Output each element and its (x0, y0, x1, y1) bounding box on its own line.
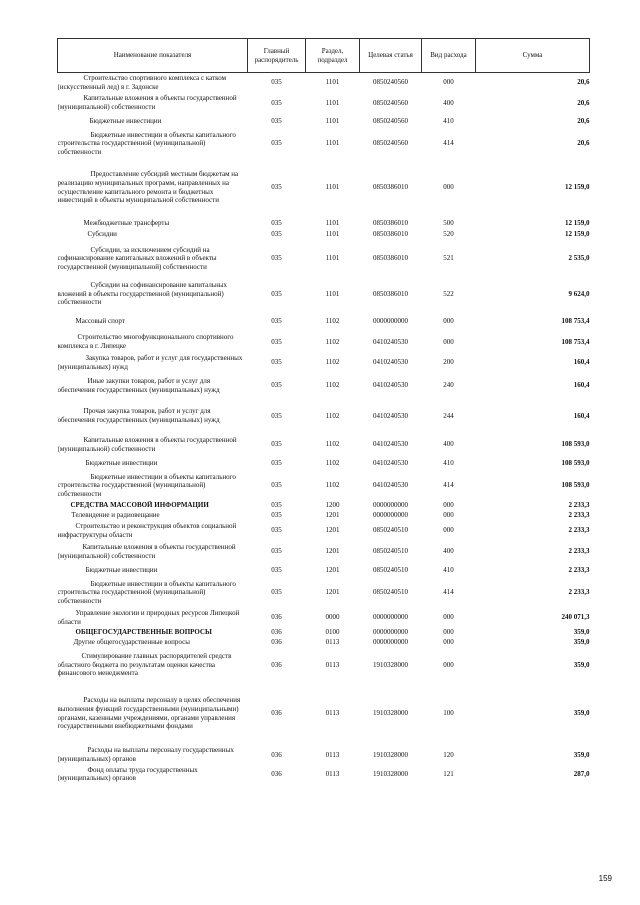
row-section: 1101 (325, 254, 340, 263)
row-chief-administrator: 035 (271, 381, 282, 390)
row-sum: 160,4 (573, 358, 590, 367)
row-sum: 108 593,0 (561, 481, 590, 490)
row-chief-administrator: 035 (271, 440, 282, 449)
row-chief-administrator: 035 (271, 481, 282, 490)
row-expense-type: 414 (443, 588, 454, 597)
row-expense-type: 200 (443, 358, 454, 367)
row-target-item: 0850240560 (373, 78, 408, 87)
row-target-item: 1910328000 (373, 660, 408, 669)
row-expense-type: 000 (443, 628, 454, 637)
row-expense-type: 400 (443, 98, 454, 107)
row-target-item: 0850240510 (373, 565, 408, 574)
row-chief-administrator: 036 (271, 660, 282, 669)
table-row (58, 638, 590, 648)
table-row (58, 311, 590, 332)
row-section: 1101 (325, 289, 340, 298)
row-chief-administrator: 035 (271, 565, 282, 574)
row-sum: 2 535,0 (568, 254, 590, 263)
table-row (58, 217, 590, 230)
row-expense-type: 520 (443, 230, 454, 239)
row-name: Закупка товаров, работ и услуг для государственных (муниципальных) нужд (57, 353, 243, 371)
row-target-item: 0000000000 (373, 613, 408, 622)
row-expense-type: 000 (443, 337, 454, 346)
table-row (58, 93, 590, 114)
row-section: 1102 (325, 358, 340, 367)
table-row (58, 608, 590, 628)
row-target-item: 1910328000 (373, 750, 408, 759)
row-target-item: 0000000000 (373, 501, 408, 510)
row-sum: 2 233,3 (568, 565, 590, 574)
table-row (58, 373, 590, 399)
row-name: Фонд оплаты труда государственных (муниципальных) органов (57, 765, 198, 783)
row-chief-administrator: 035 (271, 316, 282, 325)
row-section: 1201 (325, 588, 340, 597)
table-row (58, 648, 590, 683)
row-name: Капитальные вложения в объекты государственной (муниципальной) собственности (57, 542, 236, 560)
row-expense-type: 414 (443, 481, 454, 490)
row-chief-administrator: 035 (271, 98, 282, 107)
table-header-row (58, 39, 590, 73)
row-target-item: 0850386010 (373, 289, 408, 298)
row-section: 1201 (325, 565, 340, 574)
row-name: СРЕДСТВА МАССОВОЙ ИНФОРМАЦИИ (70, 501, 209, 510)
row-sum: 108 753,4 (561, 337, 590, 346)
table-row (58, 129, 590, 159)
header-sum: Сумма (476, 39, 590, 73)
row-name: Управление экологии и природных ресурсов Липецкой области (57, 608, 240, 626)
row-name: ОБЩЕГОСУДАРСТВЕННЫЕ ВОПРОСЫ (75, 628, 212, 637)
row-sum: 359,0 (573, 628, 590, 637)
row-section: 0000 (325, 613, 340, 622)
row-sum: 9 624,0 (568, 289, 590, 298)
table-row (58, 73, 590, 93)
row-sum: 359,0 (573, 709, 590, 718)
row-name: Массовый спорт (75, 316, 125, 325)
row-sum: 108 593,0 (561, 458, 590, 467)
row-name: Субсидии, за исключением субсидий на софинансирование капитальных вложений в объекты государственной (муниципальной) собственности (57, 245, 217, 271)
row-sum: 2 233,3 (568, 588, 590, 597)
row-name: Предоставление субсидий местным бюджетам на реализацию муниципальных программ, направленных на осуществление капитального ремонта и бюджетных инвестиций в объекты муниципальной собственности (57, 170, 239, 205)
row-chief-administrator: 035 (271, 511, 282, 520)
row-expense-type: 000 (443, 638, 454, 647)
row-section: 0113 (325, 769, 340, 778)
row-section: 1102 (325, 316, 340, 325)
row-target-item: 0850240560 (373, 98, 408, 107)
row-name: Строительство многофункционального спортивного комплекса в г. Липецке (57, 333, 234, 350)
row-section: 1102 (325, 481, 340, 490)
row-name: Субсидии на софинансирование капитальных вложений в объекты государственной (муниципальной) собственности (57, 281, 227, 307)
row-target-item: 0410240530 (373, 358, 408, 367)
row-target-item: 0850386010 (373, 218, 408, 227)
row-sum: 20,6 (577, 116, 590, 125)
row-name: Бюджетные инвестиции в объекты капитального строительства государственной (муниципальной) собственности (57, 130, 236, 156)
row-sum: 20,6 (577, 139, 590, 148)
row-chief-administrator: 036 (271, 628, 282, 637)
table-row (58, 563, 590, 578)
row-section: 1201 (325, 526, 340, 535)
row-expense-type: 410 (443, 458, 454, 467)
table-row (58, 471, 590, 501)
row-target-item: 0850240560 (373, 139, 408, 148)
row-expense-type: 410 (443, 565, 454, 574)
row-expense-type: 100 (443, 709, 454, 718)
row-section: 1101 (325, 230, 340, 239)
table-row (58, 541, 590, 563)
row-chief-administrator: 036 (271, 613, 282, 622)
table-row (58, 745, 590, 766)
row-expense-type: 244 (443, 411, 454, 420)
row-target-item: 0850240560 (373, 116, 408, 125)
row-chief-administrator: 035 (271, 116, 282, 125)
row-sum: 287,0 (573, 769, 590, 778)
row-sum: 359,0 (573, 638, 590, 647)
row-sum: 20,6 (577, 78, 590, 87)
row-sum: 160,4 (573, 411, 590, 420)
row-name: Другие общегосударственные вопросы (73, 638, 190, 647)
row-expense-type: 000 (443, 613, 454, 622)
row-expense-type: 000 (443, 526, 454, 535)
row-name: Субсидии (87, 230, 117, 239)
row-name: Капитальные вложения в объекты государственной (муниципальной) собственности (57, 94, 237, 111)
row-expense-type: 000 (443, 316, 454, 325)
row-target-item: 0410240530 (373, 458, 408, 467)
row-section: 1102 (325, 411, 340, 420)
row-sum: 359,0 (573, 660, 590, 669)
row-expense-type: 521 (443, 254, 454, 263)
row-target-item: 1910328000 (373, 769, 408, 778)
row-name: Стимулирование главных распорядителей средств областного бюджета по результатам оценки качества финансового менеджмента (57, 652, 232, 678)
row-chief-administrator: 035 (271, 78, 282, 87)
row-section: 1102 (325, 458, 340, 467)
row-target-item: 0000000000 (373, 316, 408, 325)
table-row (58, 278, 590, 311)
row-target-item: 1910328000 (373, 709, 408, 718)
row-expense-type: 240 (443, 381, 454, 390)
row-chief-administrator: 035 (271, 501, 282, 510)
row-section: 1102 (325, 337, 340, 346)
row-chief-administrator: 036 (271, 638, 282, 647)
row-target-item: 0410240530 (373, 381, 408, 390)
row-section: 1201 (325, 547, 340, 556)
row-name: Строительство и реконструкция объектов социальной инфраструктуры области (57, 521, 237, 539)
row-chief-administrator: 035 (271, 411, 282, 420)
row-name: Межбюджетные трансферты (83, 218, 170, 227)
row-target-item: 0850386010 (373, 183, 408, 192)
row-chief-administrator: 035 (271, 458, 282, 467)
table-row (58, 683, 590, 745)
row-target-item: 0850386010 (373, 230, 408, 239)
row-sum: 240 071,3 (561, 613, 590, 622)
row-sum: 12 159,0 (565, 230, 590, 239)
row-expense-type: 120 (443, 750, 454, 759)
row-name: Строительство спортивного комплекса с катком (искусственный лед) в г. Задонске (57, 74, 226, 91)
table-row (58, 230, 590, 240)
row-expense-type: 000 (443, 78, 454, 87)
row-chief-administrator: 035 (271, 218, 282, 227)
row-section: 1102 (325, 440, 340, 449)
row-chief-administrator: 035 (271, 183, 282, 192)
table-row (58, 399, 590, 434)
header-section: Раздел, подраздел (306, 39, 360, 73)
row-target-item: 0410240530 (373, 481, 408, 490)
row-expense-type: 000 (443, 501, 454, 510)
row-name: Бюджетные инвестиции (85, 458, 158, 467)
row-section: 1101 (325, 183, 340, 192)
row-expense-type: 522 (443, 289, 454, 298)
row-expense-type: 121 (443, 769, 454, 778)
table-row (58, 353, 590, 373)
row-name: Телевидение и радиовещание (71, 511, 160, 520)
row-expense-type: 500 (443, 218, 454, 227)
row-chief-administrator: 036 (271, 769, 282, 778)
row-name: Прочая закупка товаров, работ и услуг для обеспечения государственных (муниципальных) нужд (57, 407, 220, 424)
row-sum: 2 233,3 (568, 501, 590, 510)
row-chief-administrator: 035 (271, 588, 282, 597)
row-chief-administrator: 035 (271, 358, 282, 367)
row-target-item: 0000000000 (373, 628, 408, 637)
row-sum: 12 159,0 (565, 183, 590, 192)
row-sum: 2 233,3 (568, 511, 590, 520)
row-target-item: 0410240530 (373, 440, 408, 449)
table-row (58, 332, 590, 353)
table-row (58, 501, 590, 511)
row-section: 0100 (325, 628, 340, 637)
table-row (58, 114, 590, 129)
row-name: Расходы на выплаты персоналу государственных (муниципальных) органов (57, 746, 234, 763)
row-name: Иные закупки товаров, работ и услуг для обеспечения государственных (муниципальных) нужд (57, 376, 220, 394)
row-section: 1101 (325, 78, 340, 87)
row-section: 1101 (325, 139, 340, 148)
row-chief-administrator: 036 (271, 709, 282, 718)
header-expense-type: Вид расхода (422, 39, 476, 73)
row-chief-administrator: 035 (271, 289, 282, 298)
row-sum: 2 233,3 (568, 526, 590, 535)
table-row (58, 766, 590, 783)
row-target-item: 0000000000 (373, 511, 408, 520)
header-chief-administrator: Главный распорядитель (248, 39, 306, 73)
row-chief-administrator: 035 (271, 230, 282, 239)
row-section: 1101 (325, 116, 340, 125)
row-expense-type: 410 (443, 116, 454, 125)
row-expense-type: 000 (443, 511, 454, 520)
header-target-item: Целевая статья (360, 39, 422, 73)
row-expense-type: 000 (443, 660, 454, 669)
table-row (58, 240, 590, 278)
row-target-item: 0850386010 (373, 254, 408, 263)
row-target-item: 0850240510 (373, 588, 408, 597)
row-chief-administrator: 035 (271, 526, 282, 535)
row-chief-administrator: 035 (271, 547, 282, 556)
row-section: 0113 (325, 638, 340, 647)
row-sum: 359,0 (573, 750, 590, 759)
budget-table (57, 38, 590, 783)
row-chief-administrator: 035 (271, 254, 282, 263)
row-expense-type: 400 (443, 440, 454, 449)
row-sum: 160,4 (573, 381, 590, 390)
row-name: Бюджетные инвестиции в объекты капитального строительства государственной (муниципальной) собственности (57, 579, 236, 605)
row-sum: 108 593,0 (561, 440, 590, 449)
table-row (58, 628, 590, 638)
row-name: Бюджетные инвестиции в объекты капитального строительства государственной (муниципальной) собственности (57, 472, 236, 498)
page-number: 159 (598, 874, 612, 883)
row-target-item: 0410240530 (373, 411, 408, 420)
row-sum: 108 753,4 (561, 316, 590, 325)
header-name: Наименование показателя (58, 39, 248, 73)
row-target-item: 0850240510 (373, 547, 408, 556)
row-chief-administrator: 036 (271, 750, 282, 759)
table-row (58, 434, 590, 456)
row-sum: 12 159,0 (565, 218, 590, 227)
row-expense-type: 000 (443, 183, 454, 192)
row-target-item: 0410240530 (373, 337, 408, 346)
table-row (58, 456, 590, 471)
row-section: 1101 (325, 98, 340, 107)
row-section: 0113 (325, 709, 340, 718)
row-expense-type: 414 (443, 139, 454, 148)
row-section: 1200 (325, 501, 340, 510)
row-section: 1101 (325, 218, 340, 227)
row-name: Капитальные вложения в объекты государственной (муниципальной) собственности (57, 435, 237, 453)
row-target-item: 0000000000 (373, 638, 408, 647)
row-name: Расходы на выплаты персоналу в целях обеспечения выполнения функций государственными (муниципальными) органами, казенными учреждениями, органами управления государственными внебюджетными фондами (57, 696, 241, 731)
row-section: 0113 (325, 750, 340, 759)
row-expense-type: 400 (443, 547, 454, 556)
row-section: 1102 (325, 381, 340, 390)
row-name: Бюджетные инвестиции (85, 565, 158, 574)
row-sum: 2 233,3 (568, 547, 590, 556)
table-row (58, 159, 590, 217)
table-row (58, 578, 590, 608)
row-section: 1201 (325, 511, 340, 520)
row-chief-administrator: 035 (271, 337, 282, 346)
row-name: Бюджетные инвестиции (89, 116, 162, 125)
row-sum: 20,6 (577, 98, 590, 107)
row-chief-administrator: 035 (271, 139, 282, 148)
row-section: 0113 (325, 660, 340, 669)
table-row (58, 521, 590, 541)
table-row (58, 511, 590, 521)
row-target-item: 0850240510 (373, 526, 408, 535)
